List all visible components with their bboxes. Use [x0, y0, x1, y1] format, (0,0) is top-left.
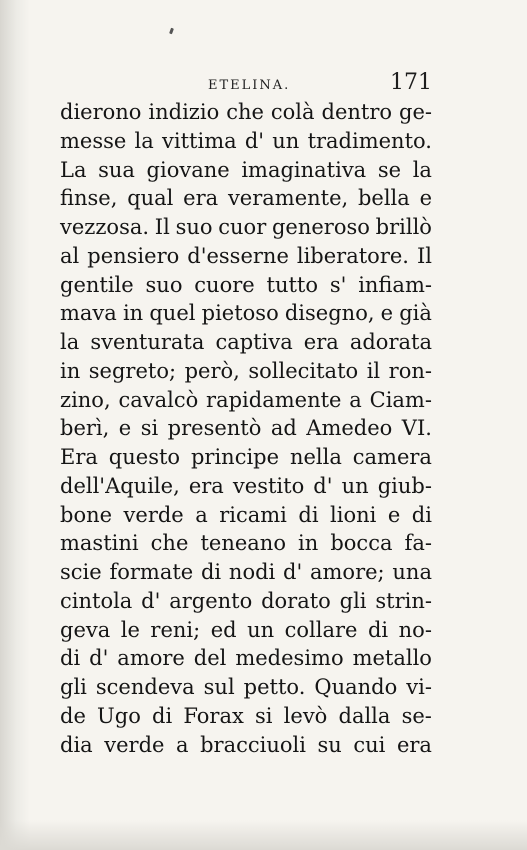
text-word: Il — [154, 215, 170, 239]
text-word: sollecitato — [248, 358, 359, 383]
text-word: Quando — [314, 675, 398, 699]
text-word: dell'Aquile, — [60, 473, 180, 498]
text-word: era — [183, 186, 219, 211]
text-word: di — [200, 560, 222, 584]
text-word: la — [134, 128, 154, 153]
text-word: e — [380, 301, 394, 326]
text-word: giovane — [146, 157, 230, 182]
text-word: zino, — [60, 387, 111, 412]
text-word: adorata — [349, 330, 432, 354]
text-word: vi- — [406, 675, 432, 699]
text-word: suo — [175, 215, 213, 239]
text-word: segreto; — [88, 358, 177, 383]
text-word: ad — [270, 416, 297, 441]
text-line — [60, 443, 432, 472]
text-word: Era — [60, 445, 98, 469]
text-word: colà — [270, 100, 315, 124]
text-word: qual — [127, 186, 174, 211]
text-word: vezzosa. — [60, 215, 150, 239]
text-word: camera — [352, 445, 432, 469]
text-word: dalla — [338, 703, 391, 728]
text-word: bella — [357, 186, 410, 211]
text-word: che — [150, 531, 189, 556]
text-line — [60, 501, 432, 530]
text-word: presentò — [167, 416, 262, 441]
text-line — [60, 731, 432, 760]
text-word: mava — [60, 301, 117, 326]
text-word: si — [255, 703, 273, 728]
text-word: ron- — [388, 358, 432, 383]
text-word: no- — [398, 617, 432, 642]
body-text — [60, 98, 432, 759]
text-word: nodi — [228, 560, 276, 584]
text-line — [60, 673, 432, 702]
text-word: ge- — [399, 100, 432, 124]
text-word: tutto — [266, 272, 318, 297]
text-line — [60, 328, 432, 357]
text-word: reni; — [150, 617, 201, 642]
text-word: messe — [60, 128, 127, 153]
text-word: in — [122, 301, 144, 326]
text-word: finse, — [60, 186, 118, 211]
text-word: indizio — [148, 100, 220, 124]
text-word: e — [387, 502, 401, 527]
text-word: di — [152, 703, 173, 728]
text-word: pietoso — [201, 301, 279, 326]
text-word: un — [272, 128, 300, 153]
text-word: al — [60, 243, 80, 268]
text-word: metallo — [352, 646, 432, 671]
text-word: berì, — [60, 416, 110, 441]
text-word: dia — [60, 732, 93, 757]
text-word: la — [412, 157, 432, 182]
text-word: cavalcò — [118, 387, 199, 412]
text-word: dorato — [261, 588, 331, 613]
text-line — [60, 271, 432, 300]
text-line — [60, 616, 432, 645]
text-word: bocca — [330, 531, 393, 556]
text-word: infiam- — [358, 272, 432, 297]
text-line — [60, 386, 432, 415]
text-word: del — [193, 646, 227, 671]
text-word: petto. — [243, 675, 306, 699]
text-line — [60, 357, 432, 386]
text-word: tradimento. — [307, 128, 432, 153]
page-number: 171 — [390, 70, 432, 95]
text-word: lioni — [330, 502, 377, 527]
text-word: levò — [283, 703, 328, 728]
text-word: bone — [60, 502, 113, 527]
text-word: de — [60, 703, 86, 728]
text-line — [60, 472, 432, 501]
text-word: vestito — [232, 473, 305, 498]
text-word: pensiero — [87, 243, 180, 268]
text-word: gli — [60, 675, 87, 699]
text-word: giub- — [377, 473, 432, 498]
text-word: se — [377, 157, 402, 182]
text-line — [60, 242, 432, 271]
text-word: amore — [117, 646, 185, 671]
text-word: di — [60, 646, 81, 671]
text-word: d' — [141, 588, 161, 613]
text-word: bracciuoli — [200, 732, 306, 757]
text-line — [60, 702, 432, 731]
text-word: s' — [329, 272, 347, 297]
text-word: in — [60, 358, 81, 383]
text-line — [60, 644, 432, 673]
text-word: scie — [60, 560, 102, 584]
text-word: generoso — [271, 215, 370, 239]
text-word: nella — [289, 445, 342, 469]
text-word: d' — [89, 646, 109, 671]
text-word: verde — [123, 502, 184, 527]
text-word: già — [399, 301, 432, 326]
text-word: Ugo — [97, 703, 141, 728]
text-word: sventurata — [90, 330, 205, 354]
page-gutter-shadow — [0, 0, 30, 850]
text-word: fa- — [404, 531, 432, 556]
text-line — [60, 558, 432, 587]
text-word: era — [188, 473, 224, 498]
text-word: però, — [184, 358, 240, 383]
text-word: cuor — [218, 215, 267, 239]
text-word: geva — [60, 617, 111, 642]
text-word: veramente, — [227, 186, 349, 211]
text-word: d'esserne — [187, 243, 289, 268]
text-line — [60, 213, 432, 242]
text-word: di — [367, 617, 389, 642]
text-word: verde — [104, 732, 165, 757]
text-line — [60, 98, 432, 127]
text-word: e — [419, 186, 432, 211]
text-word: imaginativa — [241, 157, 367, 182]
text-word: cintola — [60, 588, 133, 613]
text-word: argento — [169, 588, 253, 613]
text-line — [60, 156, 432, 185]
text-word: se- — [401, 703, 432, 728]
text-word: Forax — [183, 703, 244, 728]
text-word: era — [396, 732, 432, 757]
text-word: amore; — [310, 560, 385, 584]
text-word: in — [298, 531, 319, 556]
text-word: ricami — [219, 502, 287, 527]
text-word: un — [341, 473, 369, 498]
text-word: la — [60, 330, 80, 354]
text-word: collare — [284, 617, 358, 642]
text-line — [60, 529, 432, 558]
text-word: e — [118, 416, 132, 441]
text-word: VI. — [401, 416, 432, 441]
text-word: formate — [109, 560, 194, 584]
text-word: brillò — [375, 215, 432, 239]
text-word: suo — [145, 272, 183, 297]
text-word: una — [392, 560, 432, 584]
text-line — [60, 184, 432, 213]
text-word: era — [303, 330, 339, 354]
text-word: Ciam- — [369, 387, 432, 412]
text-word: teneano — [200, 531, 286, 556]
text-word: d' — [244, 128, 265, 153]
text-word: le — [120, 617, 140, 642]
text-word: quel — [149, 301, 196, 326]
text-word: che — [226, 100, 264, 124]
page-bottom-shadow — [0, 820, 527, 850]
text-word: principe — [190, 445, 280, 469]
text-line — [60, 414, 432, 443]
text-word: dentro — [321, 100, 393, 124]
text-word: dierono — [60, 100, 142, 124]
text-word: a — [176, 732, 189, 757]
ink-speck — [169, 28, 174, 35]
text-word: d' — [313, 473, 333, 498]
text-word: captiva — [215, 330, 293, 354]
text-word: Amedeo — [306, 416, 393, 441]
text-line — [60, 587, 432, 616]
text-word: si — [140, 416, 159, 441]
text-word: scendeva — [95, 675, 195, 699]
text-word: cui — [353, 732, 386, 757]
text-word: cuore — [194, 272, 255, 297]
text-word: su — [317, 732, 342, 757]
text-word: vittima — [162, 128, 237, 153]
text-word: strin- — [375, 588, 432, 613]
text-line — [60, 127, 432, 156]
text-word: rapidamente — [206, 387, 342, 412]
text-word: d' — [283, 560, 303, 584]
text-word: gentile — [60, 272, 134, 297]
text-word: di — [298, 502, 319, 527]
text-word: Il — [416, 243, 432, 268]
text-word: ed — [210, 617, 237, 642]
text-word: sul — [203, 675, 235, 699]
text-word: di — [411, 502, 432, 527]
text-word: sua — [98, 157, 135, 182]
text-word: disegno, — [284, 301, 375, 326]
text-word: mastini — [60, 531, 139, 556]
text-word: gli — [339, 588, 367, 613]
text-word: a — [195, 502, 208, 527]
text-line — [60, 299, 432, 328]
text-word: a — [349, 387, 362, 412]
running-head: ETELINA. — [208, 78, 291, 93]
text-word: il — [366, 358, 381, 383]
text-word: liberatore. — [296, 243, 409, 268]
text-word: La — [60, 157, 87, 182]
text-word: un — [247, 617, 275, 642]
page-header — [60, 70, 432, 100]
text-word: medesimo — [235, 646, 344, 671]
text-word: questo — [108, 445, 181, 469]
